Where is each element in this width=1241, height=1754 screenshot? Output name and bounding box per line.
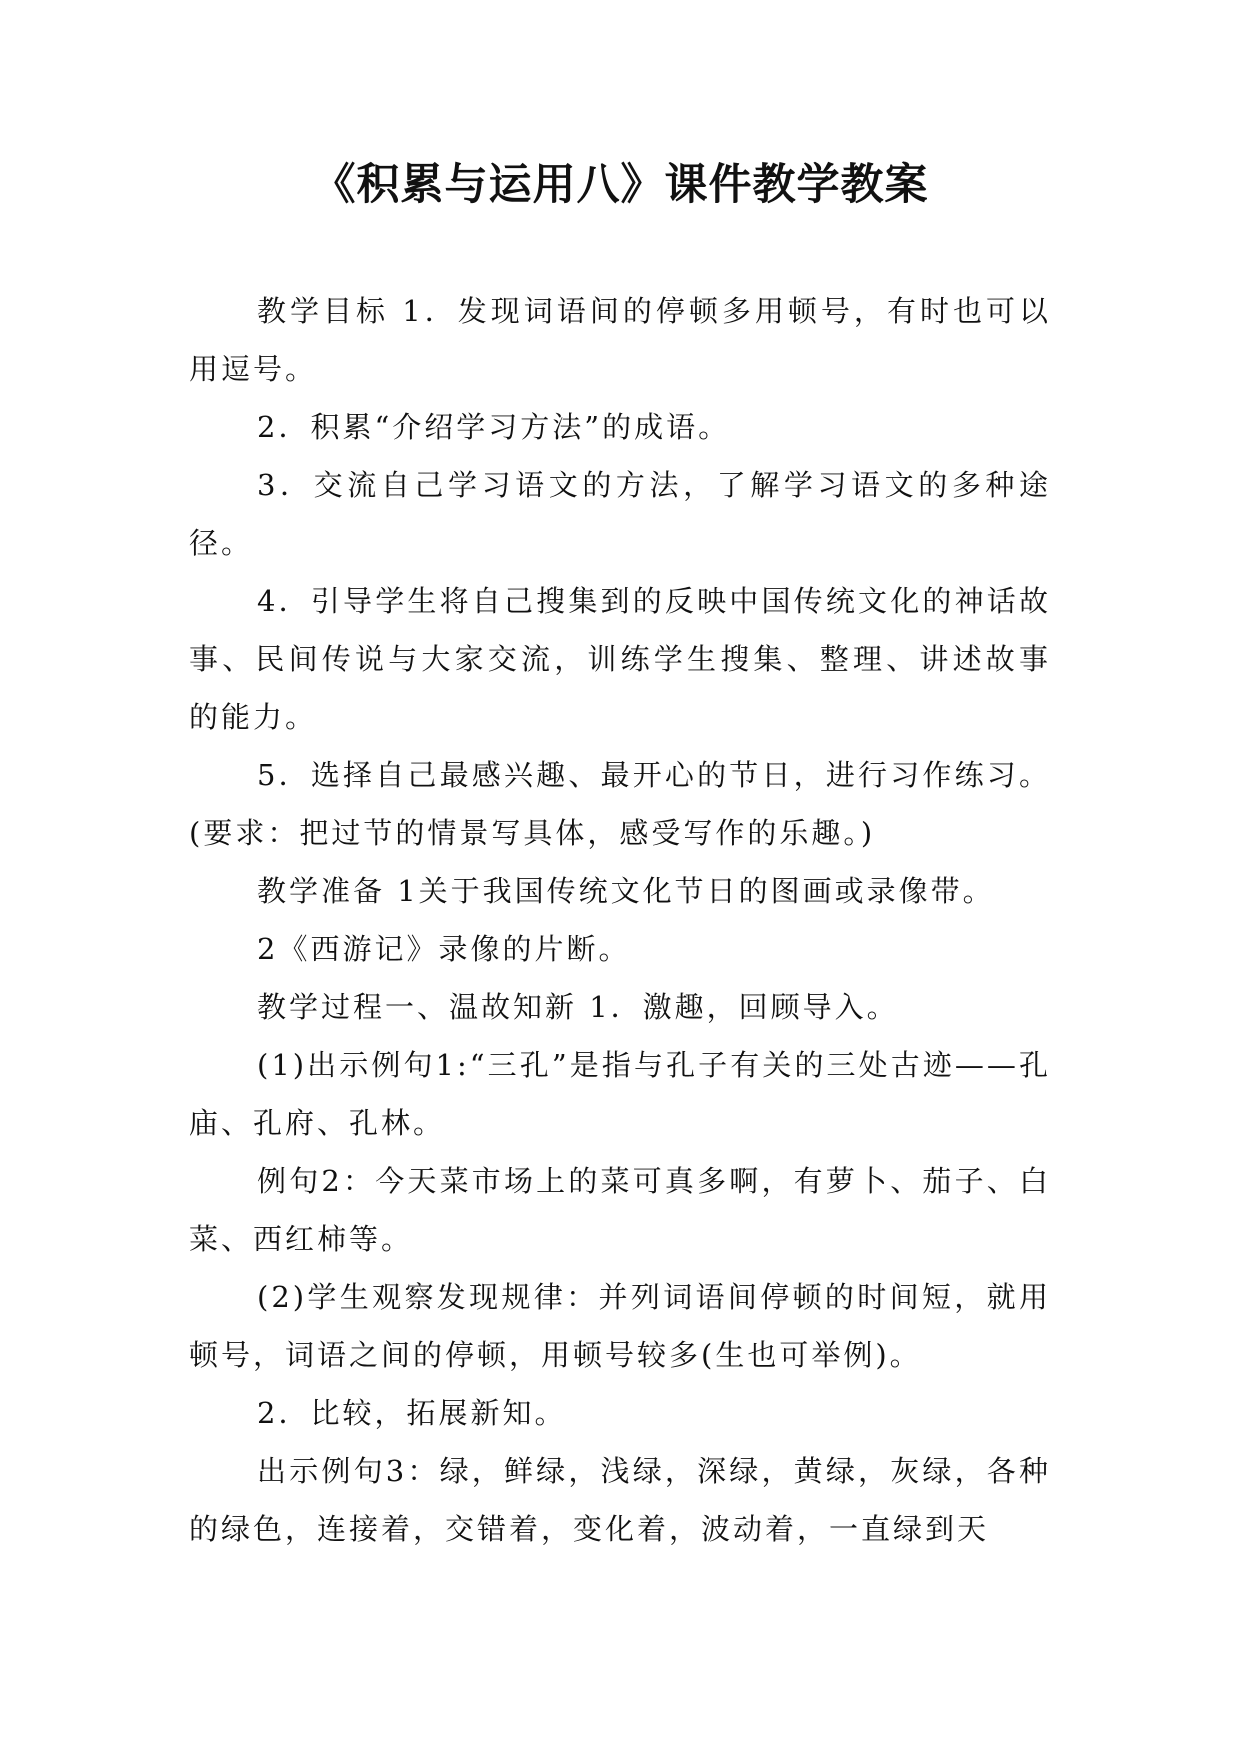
- paragraph-example-1: (1)出示例句1:“三孔”是指与孔子有关的三处古迹——孔庙、孔府、孔林。: [189, 1048, 1051, 1140]
- document-body: [189, 282, 1051, 1558]
- paragraph-example-2: 例句2：今天菜市场上的菜可真多啊，有萝卜、茄子、白菜、西红柿等。: [189, 1164, 1051, 1256]
- paragraph-process-intro: 教学过程一、温故知新 1．激趣，回顾导入。: [257, 990, 899, 1024]
- paragraph-objectives-2: 2．积累“介绍学习方法”的成语。: [257, 410, 731, 444]
- paragraph-objectives-4: 4．引导学生将自己搜集到的反映中国传统文化的神话故事、民间传说与大家交流，训练学生搜集、整理、讲述故事的能力。: [189, 584, 1051, 734]
- paragraph-objectives-5: 5．选择自己最感兴趣、最开心的节日，进行习作练习。(要求：把过节的情景写具体，感受写作的乐趣。): [189, 758, 1051, 850]
- paragraph-compare: 2．比较，拓展新知。: [257, 1396, 567, 1430]
- paragraph-preparation-1: 教学准备 1关于我国传统文化节日的图画或录像带。: [257, 874, 995, 908]
- document-title: 《积累与运用八》课件教学教案: [312, 160, 929, 210]
- paragraph-example-3: 出示例句3：绿，鲜绿，浅绿，深绿，黄绿，灰绿，各种的绿色，连接着，交错着，变化着，波动着，一直绿到天: [189, 1454, 1051, 1546]
- paragraph-objectives-3: 3．交流自己学习语文的方法，了解学习语文的多种途径。: [189, 468, 1051, 560]
- paragraph-observation: (2)学生观察发现规律：并列词语间停顿的时间短，就用顿号，词语之间的停顿，用顿号较多(生也可举例)。: [189, 1280, 1051, 1372]
- paragraph-objectives-1: 教学目标 1．发现词语间的停顿多用顿号，有时也可以用逗号。: [189, 294, 1051, 386]
- paragraph-preparation-2: 2《西游记》录像的片断。: [257, 932, 631, 966]
